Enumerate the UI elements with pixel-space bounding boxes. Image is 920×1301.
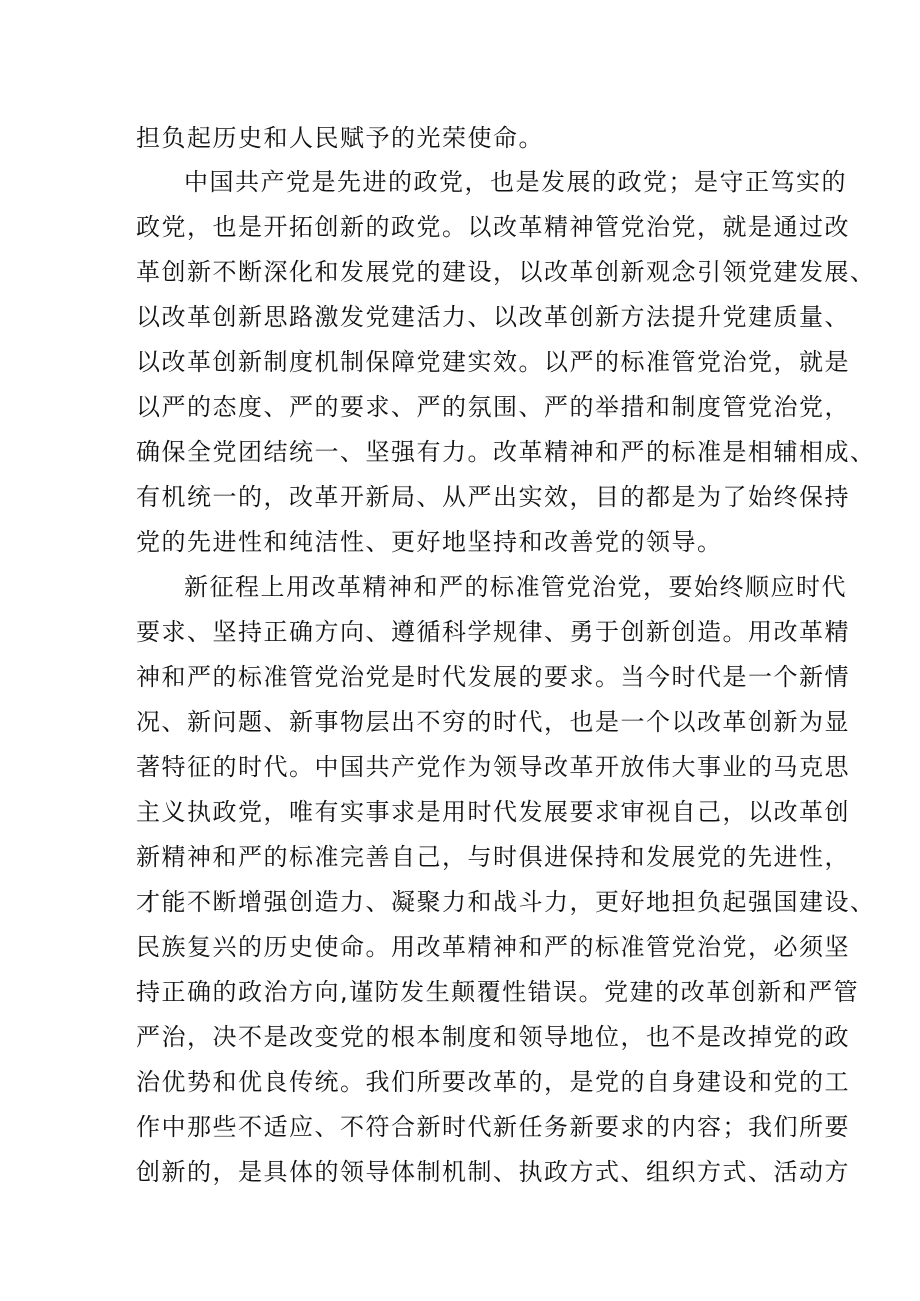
text-line: 治优势和优良传统。我们所要改革的，是党的自身建设和党的工 [136,1068,850,1096]
text-line: 主义执政党，唯有实事求是用时代发展要求审视自己，以改革创 [136,798,850,826]
text-line: 持正确的政治方向,谨防发生颠覆性错误。党建的改革创新和严管 [136,978,860,1006]
text-line: 神和严的标准管党治党是时代发展的要求。当今时代是一个新情 [136,663,850,691]
text-line: 革创新不断深化和发展党的建设，以改革创新观念引领党建发展、 [136,258,876,286]
text-line: 以改革创新制度机制保障党建实效。以严的标准管党治党，就是 [136,348,850,376]
text-line: 著特征的时代。中国共产党作为领导改革开放伟大事业的马克思 [136,753,850,781]
text-line: 政党，也是开拓创新的政党。以改革精神管党治党，就是通过改 [136,213,850,241]
text-line: 严治，决不是改变党的根本制度和领导地位，也不是改掉党的政 [136,1023,850,1051]
text-line: 有机统一的，改革开新局、从严出实效，目的都是为了始终保持 [136,483,850,511]
text-line: 况、新问题、新事物层出不穷的时代，也是一个以改革创新为显 [136,708,850,736]
text-line: 党的先进性和纯洁性、更好地坚持和改善党的领导。 [136,528,723,556]
text-line: 作中那些不适应、不符合新时代新任务新要求的内容；我们所要 [136,1113,850,1141]
text-line: 创新的，是具体的领导体制机制、执政方式、组织方式、活动方 [136,1158,850,1186]
text-line: 以严的态度、严的要求、严的氛围、严的举措和制度管党治党， [136,393,850,421]
text-line: 才能不断增强创造力、凝聚力和战斗力，更好地担负起强国建设、 [136,888,876,916]
paragraph-first-line: 新征程上用改革精神和严的标准管党治党，要始终顺应时代 [184,573,847,601]
text-line: 民族复兴的历史使命。用改革精神和严的标准管党治党，必须坚 [136,933,850,961]
text-line: 担负起历史和人民赋予的光荣使命。 [136,124,544,152]
text-line: 新精神和严的标准完善自己，与时俱进保持和发展党的先进性， [136,843,850,871]
text-line: 以改革创新思路激发党建活力、以改革创新方法提升党建质量、 [136,303,850,331]
paragraph-first-line: 中国共产党是先进的政党，也是发展的政党；是守正笃实的 [184,168,847,196]
text-line: 确保全党团结统一、坚强有力。改革精神和严的标准是相辅相成、 [136,438,876,466]
text-line: 要求、坚持正确方向、遵循科学规律、勇于创新创造。用改革精 [136,618,850,646]
